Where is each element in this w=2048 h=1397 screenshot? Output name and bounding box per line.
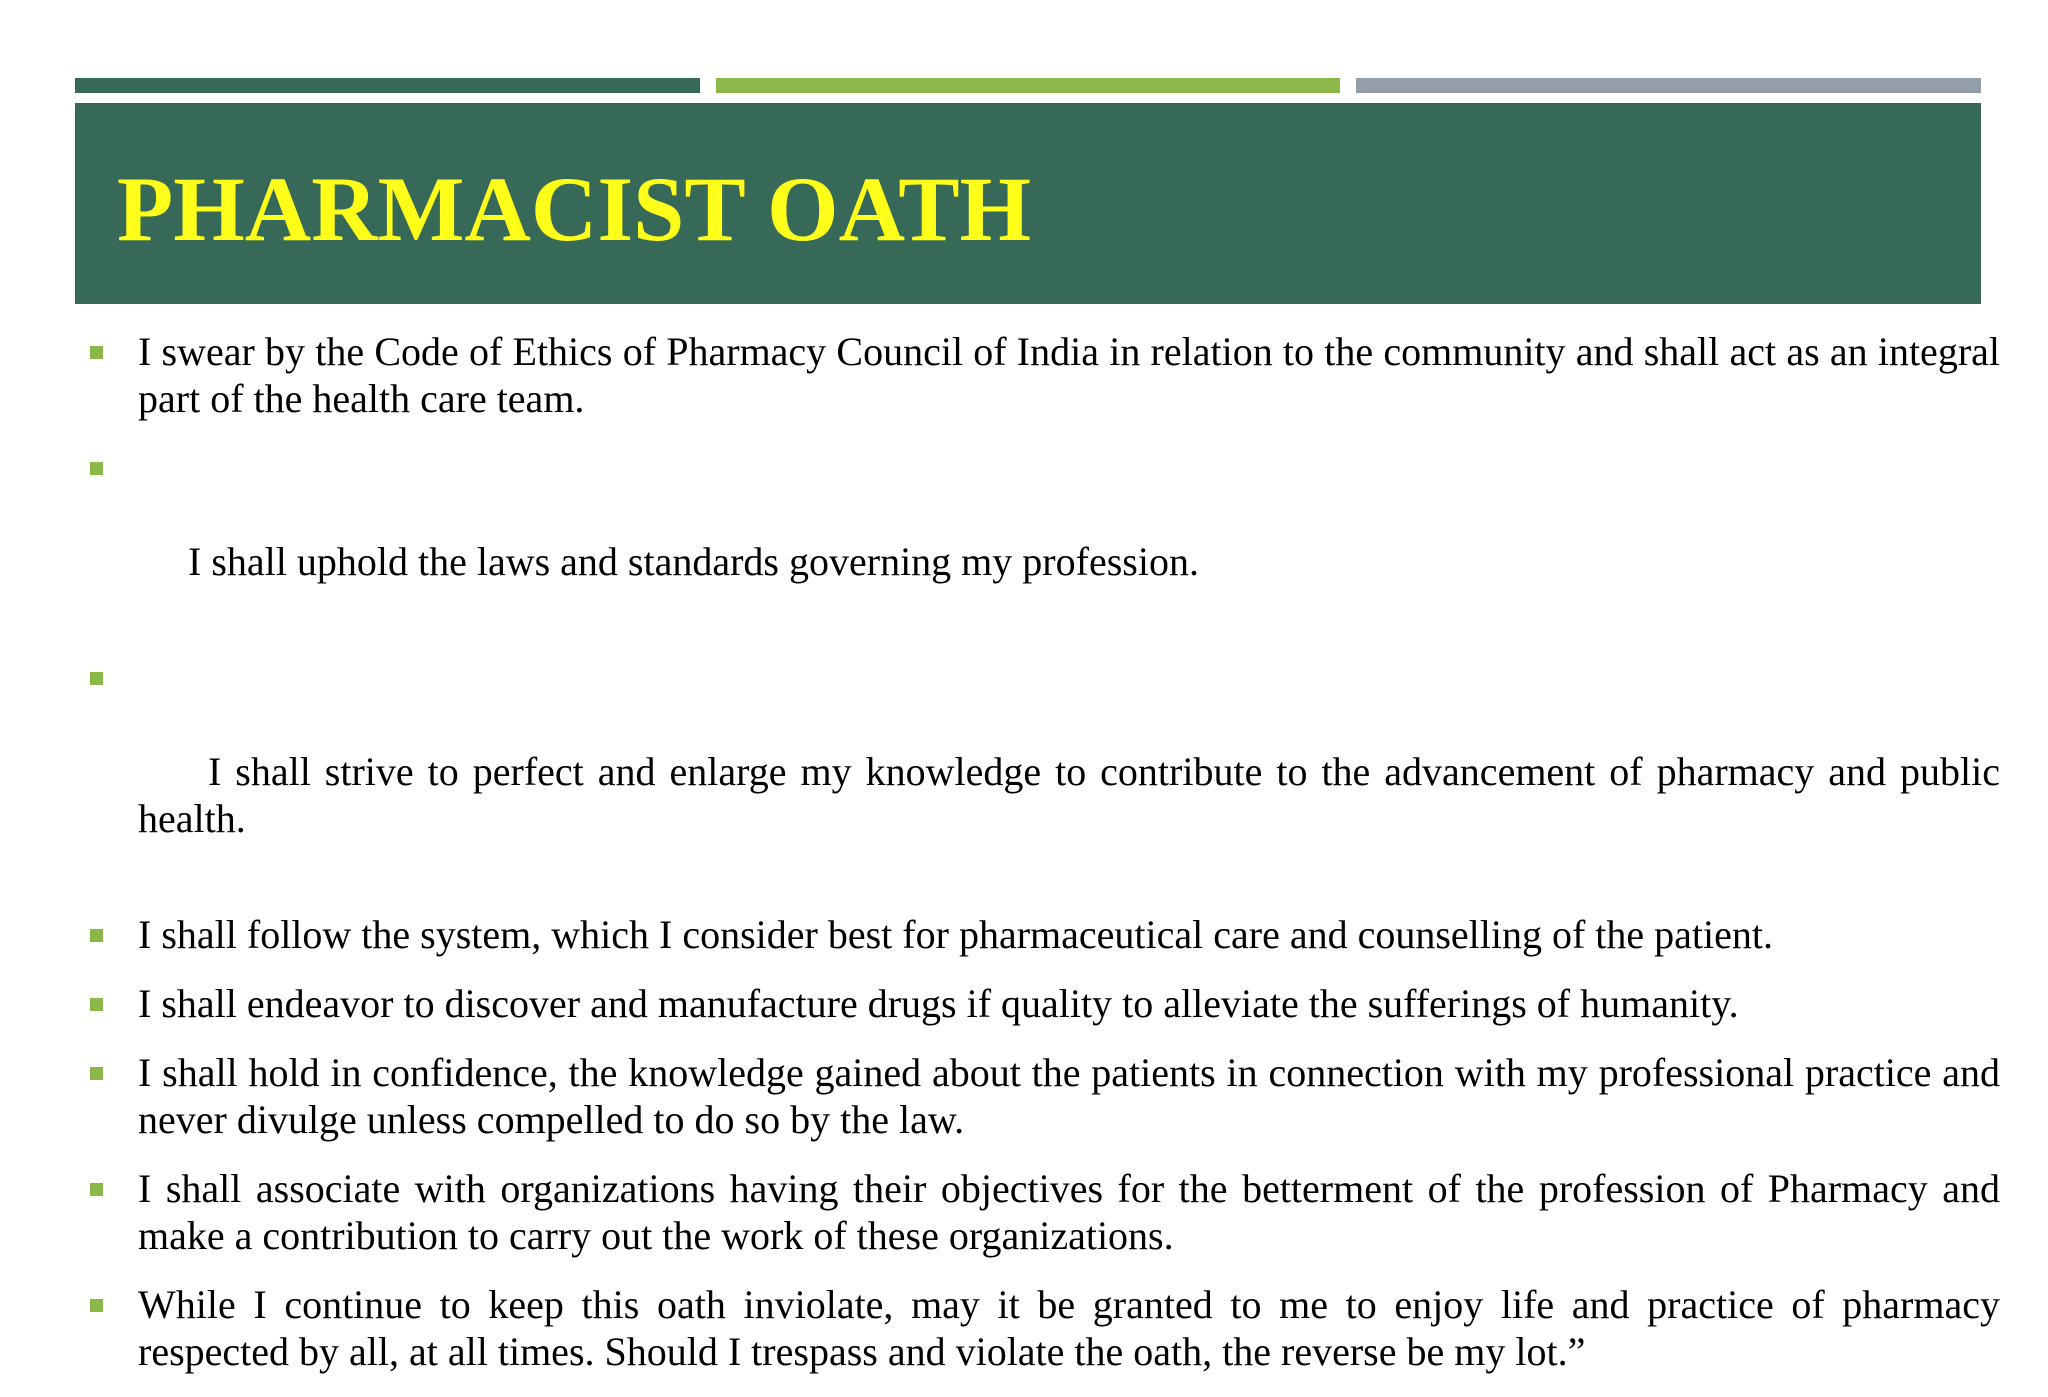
slide-title: PHARMACIST OATH [117,157,1032,260]
square-bullet-icon [90,346,103,359]
accent-bar-gray [1356,78,1981,93]
oath-item-5 [88,980,2000,1027]
accent-bar-light-green [716,78,1340,93]
oath-item-text: I shall hold in confidence, the knowledge gained about the patients in connection with my professional practice and never divulge unless compelled to do so by the law. [138,1050,2000,1142]
oath-item-8 [88,1281,2000,1375]
oath-item-text: I shall follow the system, which I consider best for pharmaceutical care and counselling of the patient. [138,912,1774,957]
oath-list [88,328,2011,1397]
oath-item-text: I shall strive to perfect and enlarge my knowledge to contribute to the advancement of pharmacy and public health. [138,749,2011,841]
square-bullet-icon [90,929,103,942]
square-bullet-icon [90,1183,103,1196]
oath-item-text: While I continue to keep this oath inviolate, may it be granted to me to enjoy life and practice of pharmacy respected by all, at all times. Should I trespass and violate the oath, the reverse be my lot.” [138,1282,2000,1374]
oath-item-1 [88,328,2000,422]
oath-item-7 [88,1165,2000,1259]
square-bullet-icon [90,1299,103,1312]
title-banner [75,103,1981,304]
oath-item-text: I shall uphold the laws and standards governing my profession. [178,539,1199,584]
oath-item-6 [88,1049,2000,1143]
square-bullet-icon [90,462,103,475]
oath-item-text: I shall associate with organizations having their objectives for the betterment of the profession of Pharmacy and make a contribution to carry out the work of these organizations. [138,1166,2000,1258]
oath-item-3 [88,654,2011,889]
accent-bar-dark-green [75,78,700,93]
oath-item-text: I shall endeavor to discover and manufacture drugs if quality to alleviate the sufferings of humanity. [138,981,1739,1026]
square-bullet-icon [90,672,103,685]
oath-item-text: I swear by the Code of Ethics of Pharmacy Council of India in relation to the community and shall act as an integral part of the health care team. [138,329,2000,421]
square-bullet-icon [90,998,103,1011]
oath-item-4 [88,911,2000,958]
square-bullet-icon [90,1067,103,1080]
oath-item-2 [88,444,2000,632]
